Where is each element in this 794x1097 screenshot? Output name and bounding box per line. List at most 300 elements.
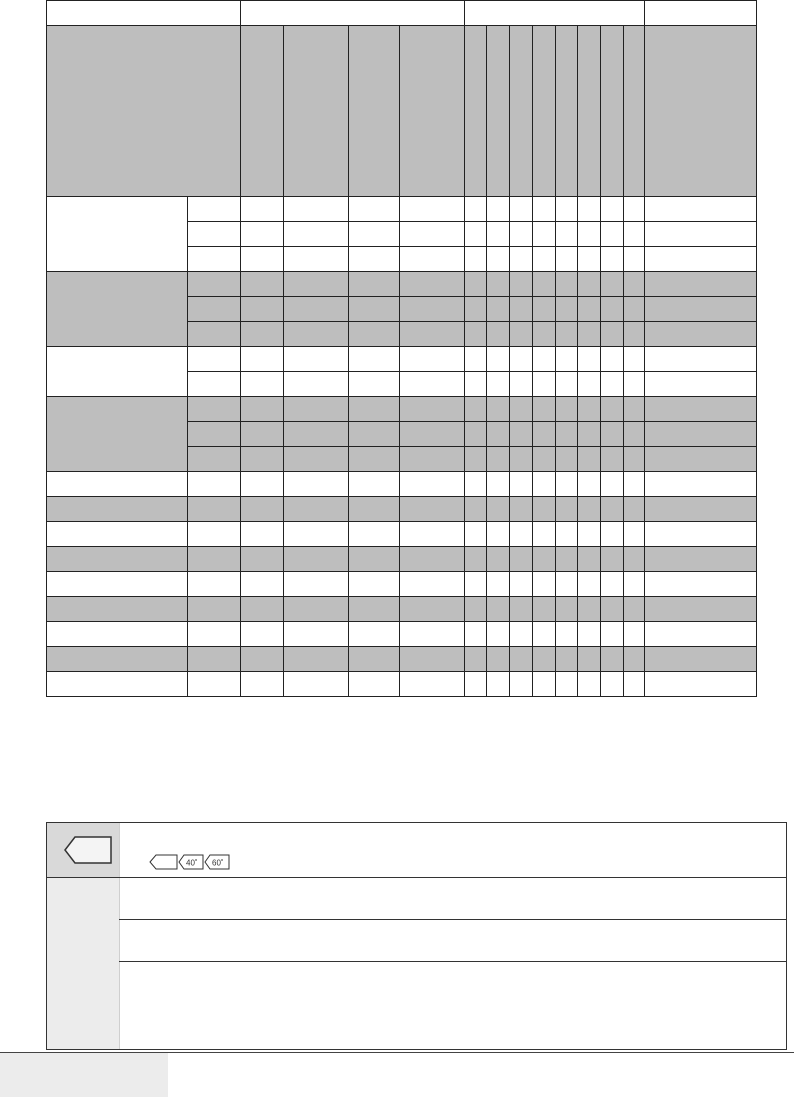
- table-cell: [510, 572, 533, 597]
- table-cell: [578, 597, 601, 622]
- table-cell: [533, 372, 556, 397]
- table-cell: [556, 572, 578, 597]
- table-cell: [556, 522, 578, 547]
- table-cell: [349, 247, 400, 272]
- table-cell: [556, 672, 578, 697]
- table-cell: [400, 572, 465, 597]
- table-cell: [624, 672, 645, 697]
- table-cell: [601, 622, 624, 647]
- table-cell: [645, 197, 757, 222]
- table-cell: [241, 397, 284, 422]
- table-cell: [601, 397, 624, 422]
- table-cell: [241, 297, 284, 322]
- table-cell: [510, 247, 533, 272]
- table-cell: [400, 322, 465, 347]
- table-cell: [188, 547, 241, 572]
- table-cell: [284, 522, 349, 547]
- table-cell: [578, 447, 601, 472]
- table-cell: [556, 597, 578, 622]
- table-cell: [645, 672, 757, 697]
- table-cell: [465, 497, 487, 522]
- table-cell: [241, 597, 284, 622]
- group-label-cell: [47, 397, 188, 472]
- table-cell: [645, 422, 757, 447]
- divider: [47, 877, 786, 878]
- table-cell: [349, 522, 400, 547]
- table-cell: [465, 197, 487, 222]
- table-cell: [400, 472, 465, 497]
- table-cell: [400, 372, 465, 397]
- table-cell: [556, 247, 578, 272]
- table-cell: [188, 622, 241, 647]
- table-cell: [284, 222, 349, 247]
- table-cell: [510, 622, 533, 647]
- divider: [119, 919, 786, 920]
- table-cell: [465, 572, 487, 597]
- table-cell: [487, 272, 510, 297]
- table-cell: [533, 297, 556, 322]
- table-cell: [510, 397, 533, 422]
- table-cell: [510, 672, 533, 697]
- table-cell: [645, 397, 757, 422]
- table-cell: [645, 572, 757, 597]
- table-cell: [556, 447, 578, 472]
- table-row: [47, 572, 757, 597]
- table-cell: [624, 647, 645, 672]
- footer-bar: [0, 1053, 168, 1097]
- table-cell: [533, 422, 556, 447]
- table-cell: [188, 297, 241, 322]
- table-cell: [578, 372, 601, 397]
- table-cell: [284, 497, 349, 522]
- table-cell: [47, 522, 188, 547]
- table-cell: [510, 322, 533, 347]
- table-cell: [487, 647, 510, 672]
- table-cell: [241, 497, 284, 522]
- subheader-cell: [487, 26, 510, 197]
- table-cell: [533, 397, 556, 422]
- table-cell: [578, 247, 601, 272]
- table-cell: [556, 422, 578, 447]
- table-cell: [624, 297, 645, 322]
- table-cell: [188, 497, 241, 522]
- note-icon-cell: [47, 823, 119, 877]
- table-cell: [487, 597, 510, 622]
- table-cell: [533, 547, 556, 572]
- table-cell: [284, 372, 349, 397]
- table-cell: [645, 547, 757, 572]
- table-cell: [533, 622, 556, 647]
- table-cell: [465, 247, 487, 272]
- table-cell: [510, 272, 533, 297]
- header-cell-3: [465, 1, 645, 26]
- table-cell: [556, 297, 578, 322]
- subheader-cell: [400, 26, 465, 197]
- table-cell: [284, 397, 349, 422]
- subheader-cell: [578, 26, 601, 197]
- table-cell: [188, 397, 241, 422]
- subheader-cell: [510, 26, 533, 197]
- header-cell-2: [241, 1, 465, 26]
- table-cell: [645, 522, 757, 547]
- table-cell: [349, 272, 400, 297]
- table-cell: [645, 597, 757, 622]
- table-cell: [284, 322, 349, 347]
- table-cell: [624, 247, 645, 272]
- table-cell: [487, 572, 510, 597]
- table-cell: [487, 422, 510, 447]
- table-cell: [624, 372, 645, 397]
- table-cell: [533, 222, 556, 247]
- table-cell: [188, 197, 241, 222]
- table-cell: [284, 447, 349, 472]
- table-cell: [624, 422, 645, 447]
- table-cell: [645, 622, 757, 647]
- table-cell: [188, 447, 241, 472]
- svg-text:60˚: 60˚: [212, 858, 224, 868]
- table-cell: [601, 672, 624, 697]
- table-cell: [578, 322, 601, 347]
- table-cell: [487, 472, 510, 497]
- table-cell: [578, 647, 601, 672]
- table-cell: [188, 247, 241, 272]
- table-cell: [47, 647, 188, 672]
- table-row: [47, 622, 757, 647]
- table-cell: [601, 422, 624, 447]
- table-cell: [556, 222, 578, 247]
- table-cell: [578, 522, 601, 547]
- table-cell: [645, 372, 757, 397]
- table-cell: [241, 347, 284, 372]
- table-cell: [645, 322, 757, 347]
- table-cell: [578, 472, 601, 497]
- table-cell: [349, 397, 400, 422]
- table-cell: [510, 347, 533, 372]
- table-cell: [556, 647, 578, 672]
- table-cell: [400, 297, 465, 322]
- table-cell: [284, 197, 349, 222]
- table-cell: [645, 347, 757, 372]
- table-row: [47, 472, 757, 497]
- table-cell: [349, 497, 400, 522]
- table-cell: [349, 322, 400, 347]
- table-cell: [188, 222, 241, 247]
- table-cell: [624, 472, 645, 497]
- svg-text:40˚: 40˚: [186, 858, 198, 868]
- temperature-tags: [149, 853, 235, 871]
- table-cell: [624, 522, 645, 547]
- table-cell: [465, 372, 487, 397]
- table-cell: [349, 222, 400, 247]
- table-cell: [645, 497, 757, 522]
- table-cell: [284, 547, 349, 572]
- table-cell: [578, 347, 601, 372]
- table-cell: [601, 522, 624, 547]
- table-cell: [510, 497, 533, 522]
- table-cell: [624, 572, 645, 597]
- table-cell: [188, 672, 241, 697]
- table-cell: [241, 572, 284, 597]
- table-cell: [601, 222, 624, 247]
- temp-60-icon: [205, 855, 229, 869]
- table-cell: [645, 247, 757, 272]
- table-cell: [601, 497, 624, 522]
- table-cell: [533, 447, 556, 472]
- table-cell: [487, 447, 510, 472]
- table-cell: [400, 422, 465, 447]
- table-cell: [188, 472, 241, 497]
- subheader-cell: [645, 26, 757, 197]
- table-row: [47, 672, 757, 697]
- table-cell: [284, 472, 349, 497]
- table-cell: [47, 472, 188, 497]
- table-cell: [284, 347, 349, 372]
- table-cell: [601, 472, 624, 497]
- table-cell: [510, 597, 533, 622]
- table-cell: [624, 222, 645, 247]
- table-row: [47, 547, 757, 572]
- table-cell: [533, 347, 556, 372]
- subheader-cell: [349, 26, 400, 197]
- table-cell: [510, 547, 533, 572]
- table-cell: [645, 647, 757, 672]
- table-cell: [556, 197, 578, 222]
- table-cell: [487, 197, 510, 222]
- table-cell: [284, 647, 349, 672]
- table-cell: [47, 672, 188, 697]
- table-cell: [624, 622, 645, 647]
- table-cell: [487, 622, 510, 647]
- group-label-cell: [47, 272, 188, 347]
- table-cell: [487, 347, 510, 372]
- table-cell: [349, 372, 400, 397]
- table-cell: [188, 647, 241, 672]
- subheader-cell: [284, 26, 349, 197]
- table-cell: [645, 222, 757, 247]
- table-cell: [624, 597, 645, 622]
- table-cell: [601, 247, 624, 272]
- table-cell: [624, 497, 645, 522]
- table-cell: [578, 547, 601, 572]
- table-cell: [284, 422, 349, 447]
- table-cell: [47, 622, 188, 647]
- table-cell: [465, 622, 487, 647]
- table-cell: [400, 447, 465, 472]
- table-cell: [284, 597, 349, 622]
- table-cell: [487, 522, 510, 547]
- table-cell: [349, 597, 400, 622]
- table-cell: [241, 272, 284, 297]
- subheader-cell: [241, 26, 284, 197]
- table-cell: [624, 197, 645, 222]
- table-cell: [578, 197, 601, 222]
- table-cell: [284, 672, 349, 697]
- subheader-cell: [533, 26, 556, 197]
- subheader-cell: [601, 26, 624, 197]
- table-cell: [188, 347, 241, 372]
- program-table: [46, 0, 757, 697]
- table-row: [47, 522, 757, 547]
- table-cell: [510, 472, 533, 497]
- table-cell: [601, 647, 624, 672]
- table-cell: [465, 647, 487, 672]
- table-cell: [533, 497, 556, 522]
- table-cell: [47, 547, 188, 572]
- table-cell: [188, 322, 241, 347]
- table-cell: [241, 647, 284, 672]
- table-cell: [241, 197, 284, 222]
- table-cell: [487, 397, 510, 422]
- table-cell: [601, 297, 624, 322]
- table-cell: [533, 472, 556, 497]
- table-cell: [487, 297, 510, 322]
- table-cell: [465, 422, 487, 447]
- table-cell: [349, 622, 400, 647]
- subheader-cell: [465, 26, 487, 197]
- table-cell: [487, 672, 510, 697]
- table-cell: [465, 322, 487, 347]
- table-cell: [601, 197, 624, 222]
- table-cell: [556, 397, 578, 422]
- table-cell: [533, 572, 556, 597]
- table-cell: [349, 647, 400, 672]
- table-cell: [465, 347, 487, 372]
- table-cell: [578, 497, 601, 522]
- table-cell: [349, 672, 400, 697]
- table-cell: [400, 397, 465, 422]
- group-label-cell: [47, 347, 188, 397]
- table-cell: [487, 497, 510, 522]
- table-cell: [349, 197, 400, 222]
- table-cell: [400, 597, 465, 622]
- table-cell: [465, 597, 487, 622]
- table-cell: [188, 272, 241, 297]
- table-cell: [487, 547, 510, 572]
- table-cell: [556, 322, 578, 347]
- table-cell: [241, 222, 284, 247]
- table-cell: [510, 197, 533, 222]
- table-cell: [487, 372, 510, 397]
- table-cell: [349, 347, 400, 372]
- table-cell: [601, 547, 624, 572]
- table-cell: [578, 672, 601, 697]
- table-cell: [578, 622, 601, 647]
- table-cell: [47, 497, 188, 522]
- table-cell: [510, 297, 533, 322]
- table-cell: [510, 447, 533, 472]
- table-cell: [284, 247, 349, 272]
- header-cell-1: [47, 1, 241, 26]
- table-cell: [601, 447, 624, 472]
- table-cell: [624, 272, 645, 297]
- table-row: [47, 197, 757, 222]
- table-cell: [400, 197, 465, 222]
- table-row: [47, 272, 757, 297]
- table-cell: [241, 322, 284, 347]
- table-cell: [645, 297, 757, 322]
- table-cell: [510, 522, 533, 547]
- table-cell: [487, 322, 510, 347]
- table-cell: [465, 547, 487, 572]
- table-cell: [578, 422, 601, 447]
- table-row: [47, 597, 757, 622]
- table-cell: [556, 547, 578, 572]
- table-cell: [624, 447, 645, 472]
- table-cell: [400, 247, 465, 272]
- table-cell: [578, 297, 601, 322]
- table-cell: [241, 372, 284, 397]
- table-cell: [241, 547, 284, 572]
- table-cell: [624, 547, 645, 572]
- table-cell: [284, 297, 349, 322]
- table-row: [47, 497, 757, 522]
- table-cell: [578, 222, 601, 247]
- table-cell: [487, 222, 510, 247]
- table-cell: [578, 572, 601, 597]
- table-cell: [241, 672, 284, 697]
- table-cell: [400, 522, 465, 547]
- divider: [119, 961, 786, 962]
- group-label-cell: [47, 197, 188, 272]
- table-cell: [400, 497, 465, 522]
- temp-40-icon: [179, 855, 203, 869]
- table-cell: [188, 372, 241, 397]
- table-cell: [241, 422, 284, 447]
- table-cell: [487, 247, 510, 272]
- table-row: [47, 647, 757, 672]
- table-cell: [400, 272, 465, 297]
- table-cell: [241, 522, 284, 547]
- table-cell: [533, 597, 556, 622]
- table-cell: [400, 222, 465, 247]
- table-cell: [284, 572, 349, 597]
- table-cell: [400, 547, 465, 572]
- table-cell: [241, 247, 284, 272]
- table-cell: [465, 397, 487, 422]
- header-cell-4: [645, 1, 757, 26]
- table-cell: [400, 622, 465, 647]
- table-cell: [556, 622, 578, 647]
- note-box: [46, 822, 787, 1050]
- table-cell: [47, 597, 188, 622]
- table-cell: [188, 422, 241, 447]
- table-cell: [645, 472, 757, 497]
- table-cell: [624, 322, 645, 347]
- table-cell: [241, 622, 284, 647]
- table-cell: [533, 647, 556, 672]
- table-cell: [556, 497, 578, 522]
- subheader-cell: [556, 26, 578, 197]
- table-cell: [601, 347, 624, 372]
- table-cell: [349, 297, 400, 322]
- table-cell: [578, 272, 601, 297]
- table-cell: [188, 572, 241, 597]
- table-cell: [188, 522, 241, 547]
- table-row: [47, 347, 757, 372]
- table-cell: [400, 347, 465, 372]
- table-cell: [533, 322, 556, 347]
- table-cell: [578, 397, 601, 422]
- tag-icon: [150, 855, 177, 869]
- table-cell: [510, 372, 533, 397]
- table-cell: [465, 272, 487, 297]
- table-cell: [349, 547, 400, 572]
- table-cell: [510, 647, 533, 672]
- table-cell: [465, 297, 487, 322]
- table-cell: [624, 347, 645, 372]
- table-cell: [533, 672, 556, 697]
- table-cell: [533, 247, 556, 272]
